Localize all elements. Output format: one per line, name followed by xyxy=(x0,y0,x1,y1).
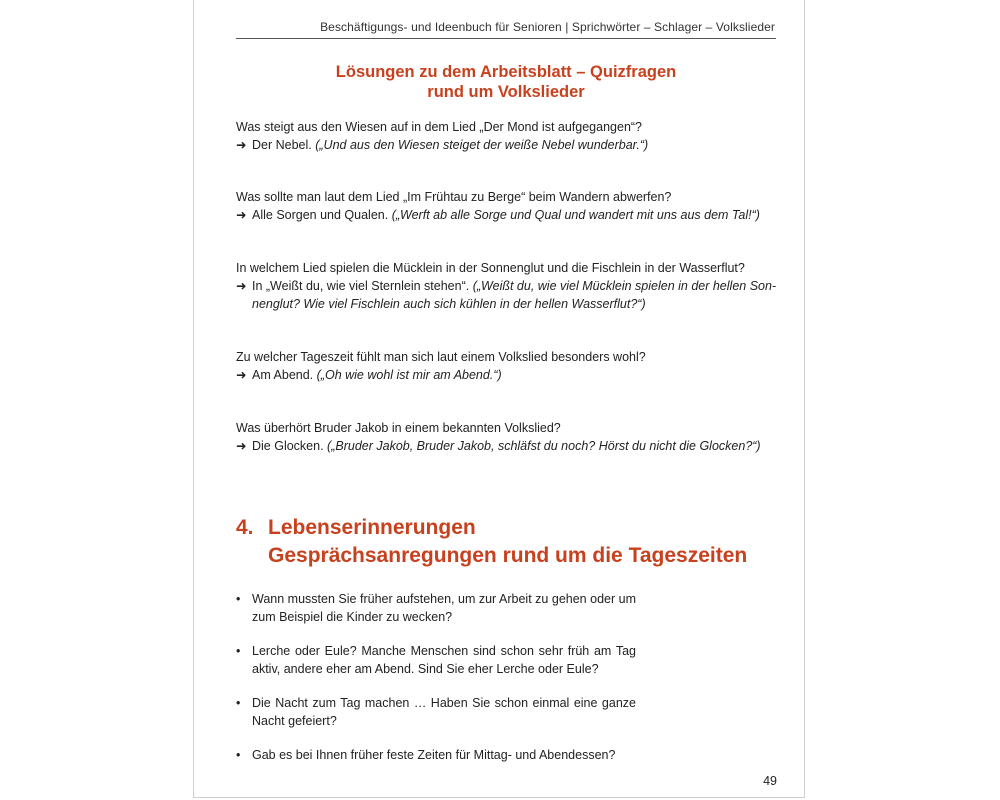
bullet-icon: • xyxy=(236,592,241,606)
page-number: 49 xyxy=(763,774,777,788)
qa-item-4 xyxy=(236,348,781,384)
answer-quote: („Oh wie wohl ist mir am Abend.“) xyxy=(316,368,502,382)
answer xyxy=(236,206,781,224)
arrow-right-icon: ➜ xyxy=(236,439,247,453)
qa-item-1 xyxy=(236,118,781,154)
list-item xyxy=(236,694,636,730)
answer xyxy=(236,366,781,384)
chapter-number: 4. xyxy=(236,516,254,539)
running-header: Beschäftigungs- und Ideenbuch für Senioren | Sprichwörter – Schlager – Volkslieder xyxy=(320,20,775,34)
question: Was sollte man laut dem Lied „Im Frühtau zu Berge“ beim Wandern abwerfen? xyxy=(236,190,672,204)
answer xyxy=(236,136,781,154)
list-item-text: Lerche oder Eule? Manche Menschen sind schon sehr früh am Tag aktiv, andere eher am Abend. Sind Sie eher Lerche oder Eule? xyxy=(252,644,636,676)
arrow-right-icon: ➜ xyxy=(236,208,247,222)
answer-quote: („Und aus den Wiesen steiget der weiße Nebel wunderbar.“) xyxy=(315,138,649,152)
list-item xyxy=(236,642,636,678)
answer-quote-continued: nenglut? Wie viel Fischlein auch sich kühlen in der hellen Wasserflut?“) xyxy=(252,297,646,311)
answer-text: Der Nebel. xyxy=(252,138,312,152)
list-item-text: Die Nacht zum Tag machen … Haben Sie schon einmal eine ganze Nacht gefeiert? xyxy=(252,696,636,728)
arrow-right-icon: ➜ xyxy=(236,138,247,152)
answer-text: Alle Sorgen und Qualen. xyxy=(252,208,389,222)
section-title-line-2: rund um Volkslieder xyxy=(427,83,585,101)
bullet-icon: • xyxy=(236,696,241,710)
list-item-text: Wann mussten Sie früher aufstehen, um zur Arbeit zu gehen oder um zum Beispiel die Kinder zu wecken? xyxy=(252,592,636,624)
answer xyxy=(236,437,781,455)
bullet-icon: • xyxy=(236,748,241,762)
list-item xyxy=(236,746,636,764)
question: Zu welcher Tageszeit fühlt man sich laut einem Volkslied besonders wohl? xyxy=(236,350,646,364)
answer-text: Die Glocken. xyxy=(252,439,324,453)
arrow-right-icon: ➜ xyxy=(236,368,247,382)
chapter-title: Lebenserinnerungen xyxy=(268,516,476,539)
qa-item-3 xyxy=(236,259,781,313)
section-title-line-1: Lösungen zu dem Arbeitsblatt – Quizfragen xyxy=(335,63,677,81)
question: Was steigt aus den Wiesen auf in dem Lied „Der Mond ist aufgegangen“? xyxy=(236,120,643,134)
section-title xyxy=(236,62,776,102)
answer xyxy=(236,277,781,313)
chapter-subtitle: Gesprächsanregungen rund um die Tageszeiten xyxy=(268,544,748,567)
answer-quote: („Werft ab alle Sorge und Qual und wandert mit uns aus dem Tal!“) xyxy=(391,208,760,222)
answer-text: Am Abend. xyxy=(252,368,314,382)
question: Was überhört Bruder Jakob in einem bekannten Volkslied? xyxy=(236,421,561,435)
list-item-text: Gab es bei Ihnen früher feste Zeiten für Mittag- und Abendessen? xyxy=(252,748,616,762)
answer-text: In „Weißt du, wie viel Sternlein stehen“. xyxy=(252,279,470,293)
bullet-icon: • xyxy=(236,644,241,658)
list-item xyxy=(236,590,636,626)
qa-item-2 xyxy=(236,188,781,224)
chapter-heading xyxy=(236,514,796,570)
header-rule xyxy=(236,38,776,39)
answer-quote: („Bruder Jakob, Bruder Jakob, schläfst du noch? Hörst du nicht die Glocken?“) xyxy=(327,439,761,453)
answer-quote: („Weißt du, wie viel Mücklein spielen in der hellen Son- xyxy=(472,279,777,293)
qa-item-5 xyxy=(236,419,781,455)
bullet-list xyxy=(236,590,636,780)
arrow-right-icon: ➜ xyxy=(236,279,247,293)
question: In welchem Lied spielen die Mücklein in der Sonnenglut und die Fischlein in der Wasserflut? xyxy=(236,261,745,275)
